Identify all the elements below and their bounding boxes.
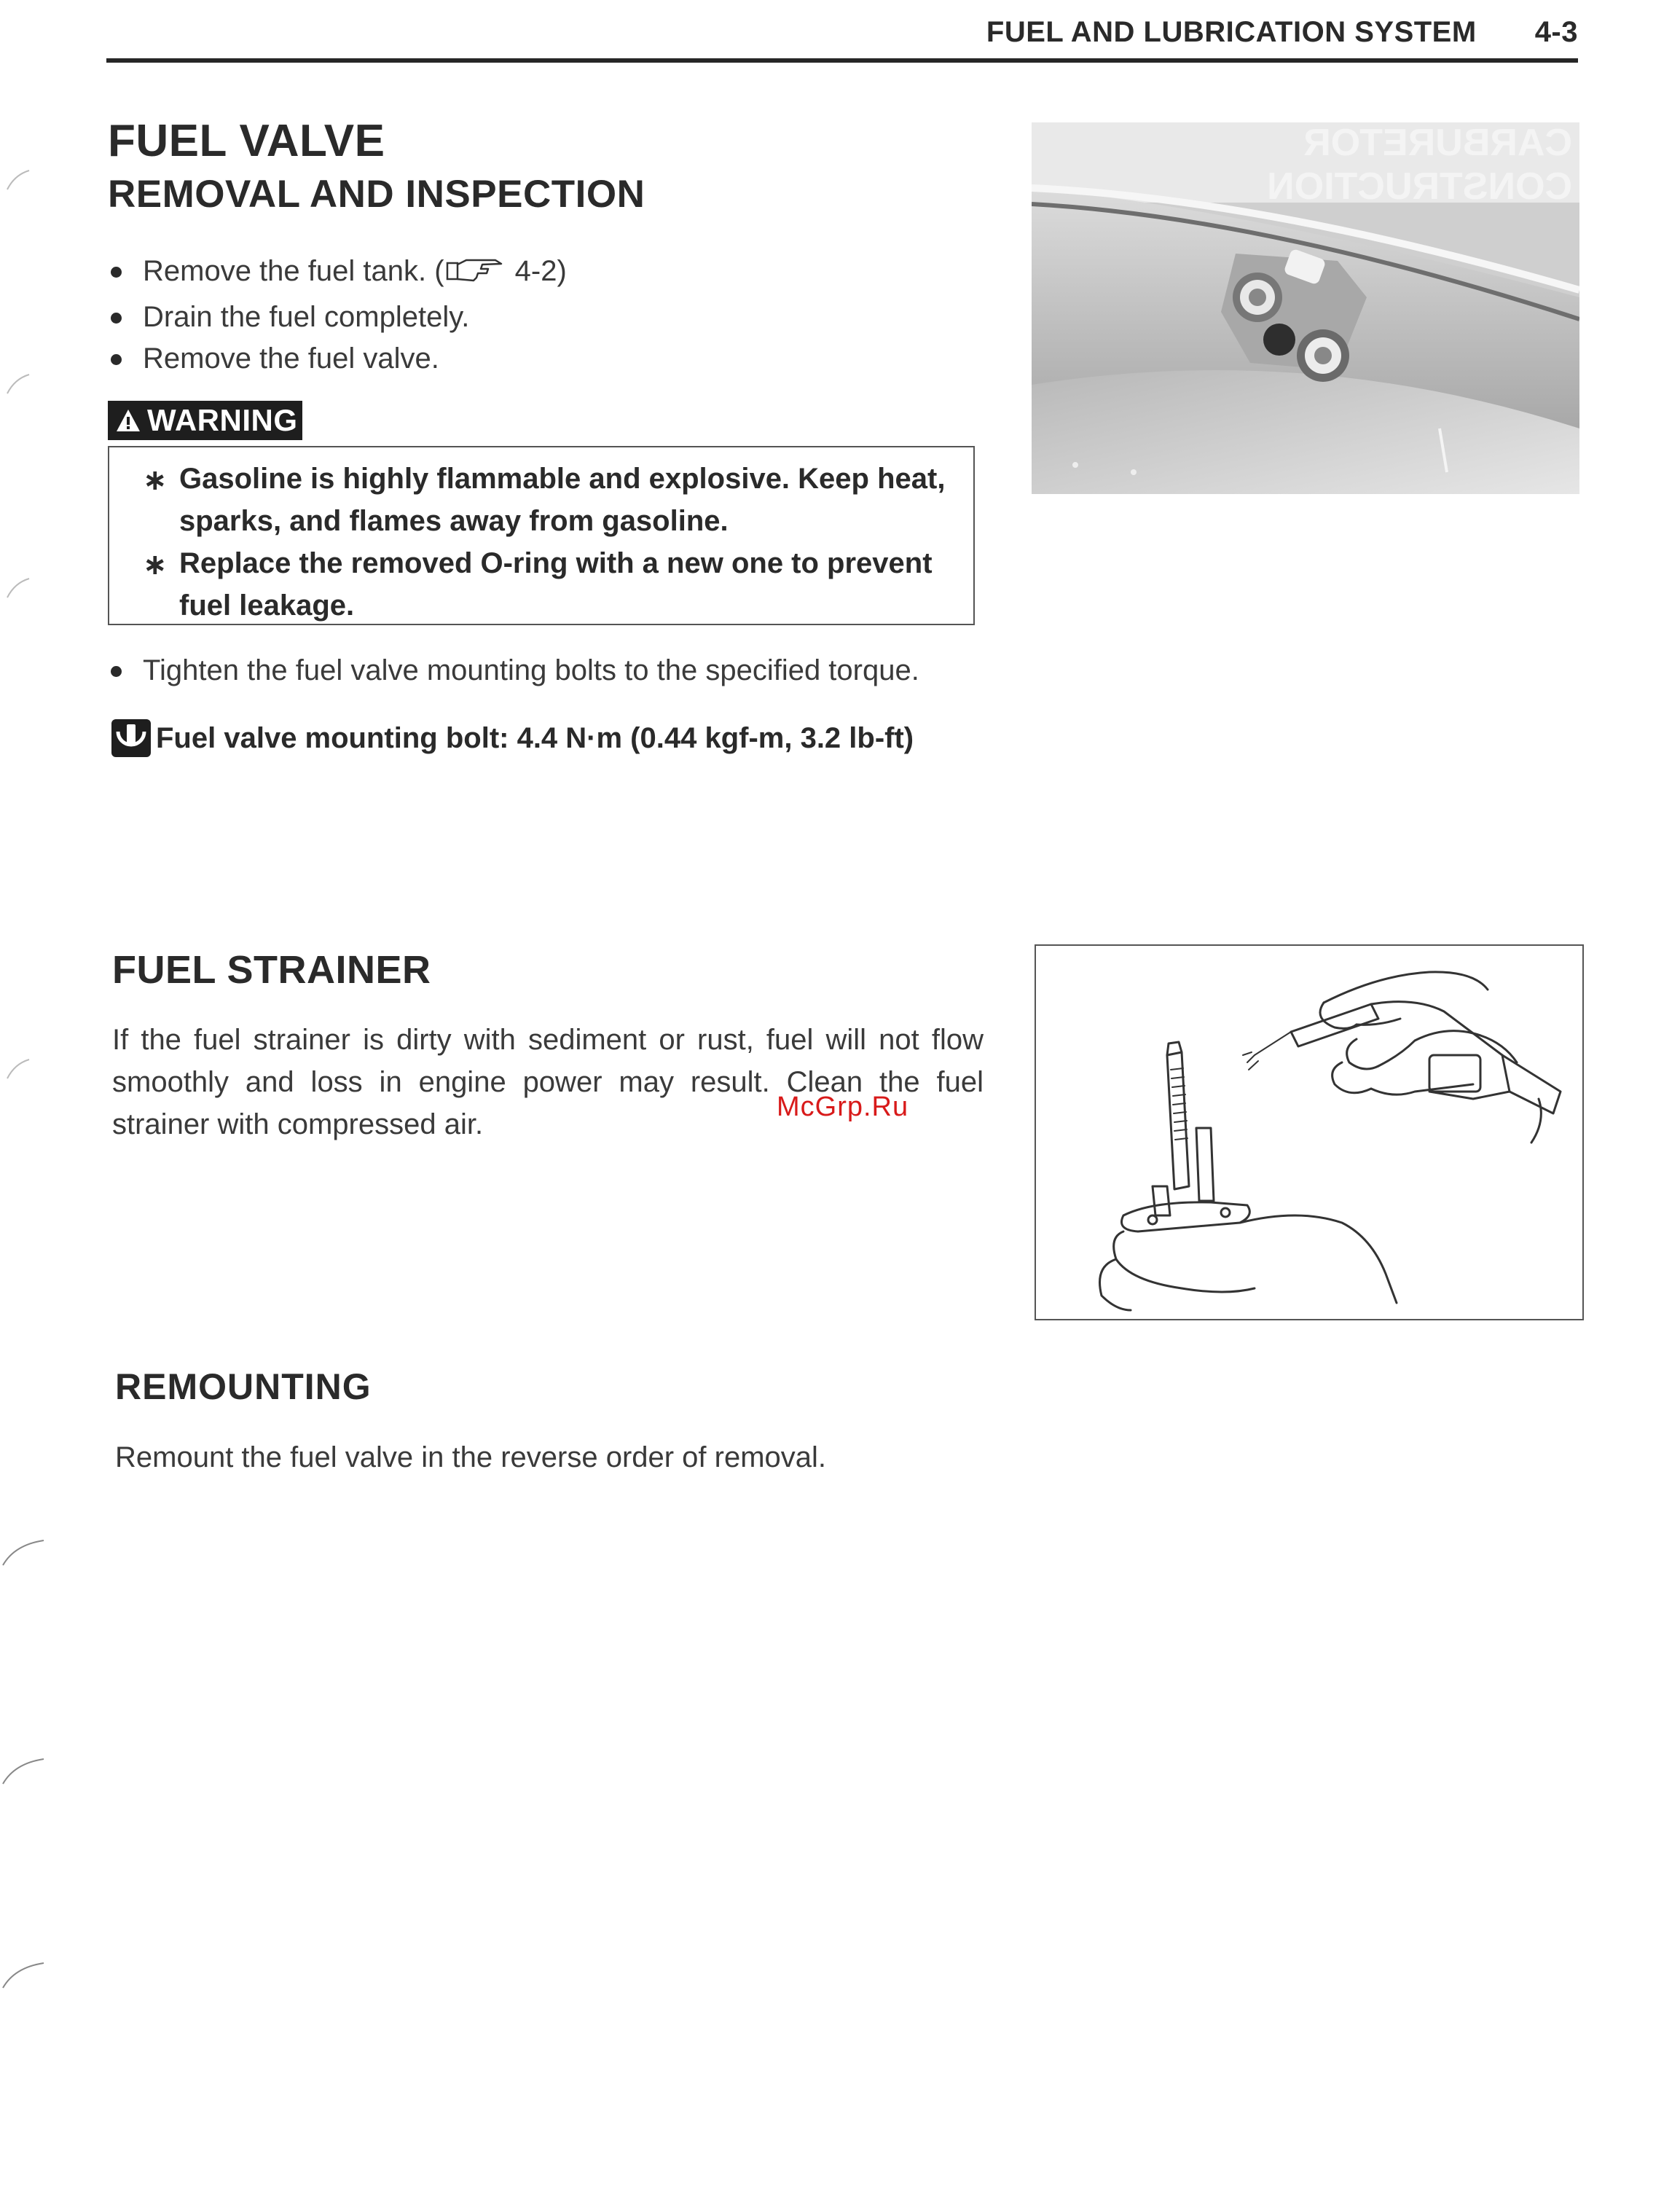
remounting-title: REMOUNTING: [115, 1366, 372, 1407]
binding-mark: [0, 1049, 58, 1093]
pointing-hand-reference-icon: [444, 255, 507, 297]
header-rule: [106, 58, 1578, 63]
warning-items: [143, 458, 981, 627]
warning-item-o-ring: ∗ Replace the removed O-ring with a new one to prevent fuel leakage.: [143, 542, 937, 627]
binding-mark: [0, 364, 58, 408]
removal-inspection-subtitle: REMOVAL AND INSPECTION: [108, 173, 645, 216]
mirrored-label-line1: CARBURETOR: [1303, 122, 1572, 164]
step-tighten-bolts: Tighten the fuel valve mounting bolts to the specified torque.: [108, 650, 919, 692]
binding-mark: [0, 568, 58, 612]
mirrored-label-line2: CONSTRUCTION: [1267, 165, 1572, 208]
warning-item-flammable: ∗ Gasoline is highly flammable and explosive. Keep heat, sparks, and flames away from gasoline.: [143, 458, 981, 542]
fuel-valve-photo: [1032, 122, 1579, 494]
tighten-step-list: [108, 650, 919, 692]
warning-triangle-icon: [115, 408, 141, 433]
watermark: McGrp.Ru: [777, 1092, 909, 1122]
removal-steps: [108, 251, 567, 380]
fuel-strainer-body: If the fuel strainer is dirty with sediment or rust, fuel will not flow smoothly and loss in engine power may result. Clean the fuel strainer with compressed air.: [112, 1024, 984, 1140]
step-remove-valve: Remove the fuel valve.: [108, 338, 567, 380]
binding-mark: [0, 1749, 58, 1793]
running-header: [986, 16, 1578, 49]
warning-box: [108, 446, 975, 625]
binding-mark: [0, 1530, 58, 1574]
binding-mark: [0, 160, 58, 204]
fuel-valve-title: FUEL VALVE: [108, 116, 385, 166]
page-number: 4-3: [1534, 16, 1578, 48]
step-remove-tank: Remove the fuel tank. ( 4-2): [108, 251, 567, 297]
section-title: FUEL AND LUBRICATION SYSTEM: [986, 16, 1477, 48]
strainer-cleaning-illustration: [1035, 944, 1584, 1320]
torque-wrench-icon: [111, 718, 152, 758]
remounting-body: Remount the fuel valve in the reverse order of removal.: [115, 1441, 827, 1473]
torque-spec: Fuel valve mounting bolt: 4.4 N·m (0.44 kgf-m, 3.2 lb-ft): [111, 718, 914, 758]
binding-mark: [0, 1953, 58, 1997]
step-drain-fuel: Drain the fuel completely.: [108, 297, 567, 338]
warning-label: WARNING: [108, 401, 302, 440]
fuel-strainer-title: FUEL STRAINER: [112, 948, 431, 992]
